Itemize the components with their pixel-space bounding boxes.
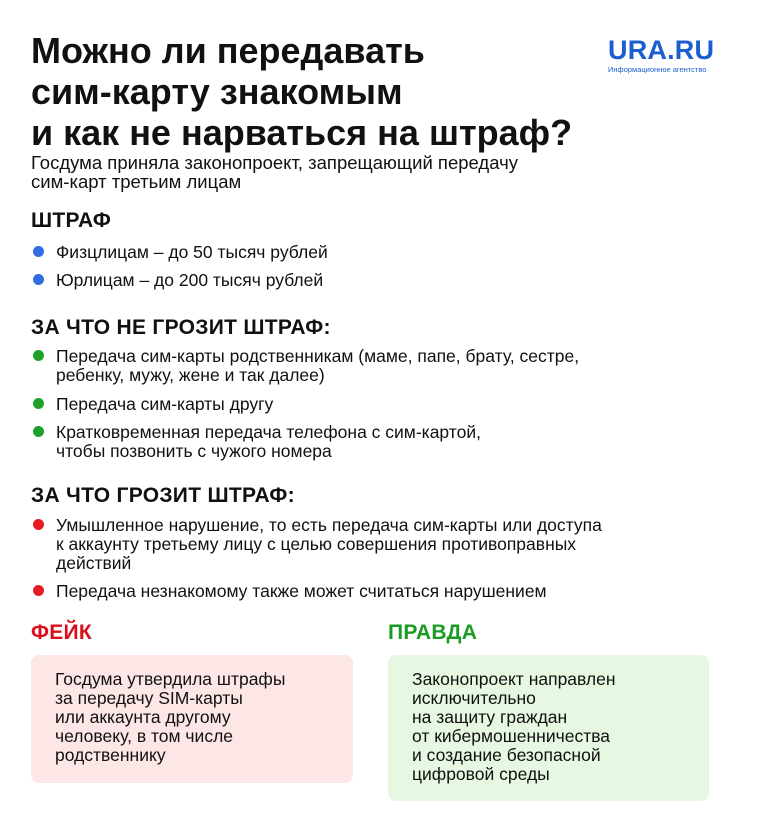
green-bullet-icon (33, 350, 44, 361)
item-text: действий (56, 553, 132, 573)
fake-text-line: Госдума утвердила штрафы (55, 669, 286, 689)
with-fine-heading: ЗА ЧТО ГРОЗИТ ШТРАФ: (31, 484, 295, 507)
title-line: Можно ли передавать (31, 30, 425, 71)
fake-text-line: родственнику (55, 745, 166, 765)
fine-list (31, 243, 328, 290)
truth-text-line: и создание безопасной (412, 745, 601, 765)
truth-text-line: на защиту граждан (412, 707, 568, 727)
subtitle-line: Госдума приняла законопроект, запрещающий передачу (31, 152, 518, 173)
fake-text-line: человеку, в том числе (55, 726, 234, 746)
logo-wordmark: URA.RU (608, 35, 715, 65)
truth-text-line: исключительно (412, 688, 536, 708)
title-line: сим-карту знакомым (31, 71, 403, 112)
page-title (31, 30, 631, 153)
item-text: Юрлицам – до 200 тысяч рублей (56, 270, 324, 290)
list-item (31, 271, 328, 290)
truth-text-line: цифровой среды (412, 764, 550, 784)
list-item (31, 243, 328, 262)
truth-text-line: Законопроект направлен (412, 669, 616, 689)
ura-ru-logo (608, 36, 733, 74)
list-item (31, 423, 579, 461)
fake-text-line: за передачу SIM-карты (55, 688, 243, 708)
fake-text-line: или аккаунта другому (55, 707, 231, 727)
subtitle-line: сим-карт третьим лицам (31, 171, 242, 192)
truth-label: ПРАВДА (388, 621, 478, 644)
subtitle (31, 153, 651, 191)
blue-bullet-icon (33, 274, 44, 285)
with-fine-list (31, 516, 602, 601)
item-text: Передача сим-карты другу (56, 394, 274, 414)
list-item (31, 582, 602, 601)
red-bullet-icon (33, 519, 44, 530)
green-bullet-icon (33, 426, 44, 437)
red-bullet-icon (33, 585, 44, 596)
fake-label: ФЕЙК (31, 621, 93, 644)
fake-box (31, 655, 353, 783)
list-item (31, 516, 602, 573)
logo-tagline: Информационное агентство (608, 65, 707, 74)
item-text: ребенку, мужу, жене и так далее) (56, 365, 325, 385)
green-bullet-icon (33, 398, 44, 409)
list-item (31, 347, 579, 385)
list-item (31, 395, 579, 414)
truth-text-line: от кибермошенничества (412, 726, 611, 746)
item-text: Умышленное нарушение, то есть передача сим-карты или доступа (56, 515, 602, 535)
no-fine-list (31, 347, 579, 461)
title-line: и как не нарваться на штраф? (31, 112, 573, 153)
item-text: Передача сим-карты родственникам (маме, папе, брату, сестре, (56, 346, 580, 366)
item-text: чтобы позвонить с чужого номера (56, 441, 332, 461)
blue-bullet-icon (33, 246, 44, 257)
fine-heading: ШТРАФ (31, 209, 112, 232)
fake-text (55, 670, 285, 765)
item-text: к аккаунту третьему лицу с целью совершения противоправных (56, 534, 577, 554)
item-text: Передача незнакомому также может считаться нарушением (56, 581, 547, 601)
item-text: Физцлицам – до 50 тысяч рублей (56, 242, 328, 262)
truth-box (388, 655, 709, 801)
no-fine-heading: ЗА ЧТО НЕ ГРОЗИТ ШТРАФ: (31, 316, 331, 339)
item-text: Кратковременная передача телефона с сим-картой, (56, 422, 481, 442)
truth-text (412, 670, 616, 784)
